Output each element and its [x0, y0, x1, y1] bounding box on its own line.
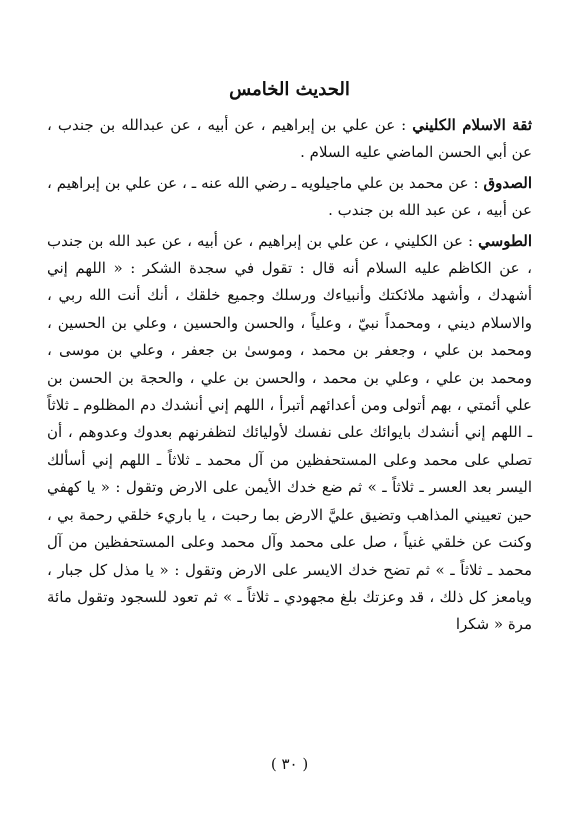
paragraph-text-saduq: : عن محمد بن علي ماجيلويه ـ رضي الله عنه ـ ، عن علي بن إبراهيم ، عن أبيه ، عن عبد الله بن جندب .	[47, 173, 532, 220]
page-number: ( ٣٠ )	[270, 755, 309, 773]
paragraph-kulayni	[47, 112, 532, 167]
paragraph-text-tusi: : عن الكليني ، عن علي بن إبراهيم ، عن أبيه ، عن عبد الله بن جندب ، عن الكاظم عليه السلام أنه قال : تقول في سجدة الشكر : « اللهم إني أشهدك ، وأشهد ملائكتك وأنبياءك ورسلك وجميع خلقك ، أنك أنت الله ربي ، والاسلام ديني ، ومحمداً نبيّ ، وعلياً ، والحسن والحسين ، وعلي بن الحسين ، ومحمد بن علي ، وجعفر بن محمد ، وموسىٰ بن جعفر ، وعلي بن موسى ، ومحمد بن علي ، وعلي بن محمد ، والحسن بن علي ، والحجة بن الحسن بن علي أئمتي ، بهم أتولى ومن أعدائهم أتبرأ ، اللهم إني أنشدك دم المظلوم ـ ثلاثاً ـ اللهم إني أنشدك بايوائك على نفسك لأوليائك لتظفرنهم بعدوك وعدوهم ، أن تصلي على محمد وعلى المستحفظين من آل محمد ـ ثلاثاً ـ اللهم إني أسألك اليسر بعد العسر ـ ثلاثاً ـ » ثم ضع خدك الأيمن على الارض وتقول : « يا كهفي حين تعييني المذاهب وتضيق عليَّ الارض بما رحبت ، يا باريء خلقي رحمة بي ، وكنت عن خلقي غنياً ، صل على محمد وآل محمد وعلى المستحفظين من آل محمد ـ ثلاثاً ـ » ثم تضح خدك الايسر على الارض وتقول : « يا مذل كل جبار ، ويامعز كل ذلك ، قد وعزتك بلغ مجهودي ـ ثلاثاً ـ » ثم تعود للسجود وتقول مائة مرة « شكرا	[47, 231, 532, 634]
paragraph-saduq	[47, 170, 532, 225]
narrator-label-saduq: الصدوق	[483, 173, 532, 192]
narrator-label-kulayni: ثقة الاسلام الكليني	[412, 116, 532, 134]
narrator-label-tusi: الطوسي	[478, 231, 532, 250]
paragraph-text-kulayni: : عن علي بن إبراهيم ، عن أبيه ، عن عبدالله بن جندب ، عن أبي الحسن الماضي عليه السلام .	[47, 116, 532, 162]
paragraph-tusi	[47, 228, 532, 639]
hadith-heading: الحديث الخامس	[229, 79, 350, 100]
